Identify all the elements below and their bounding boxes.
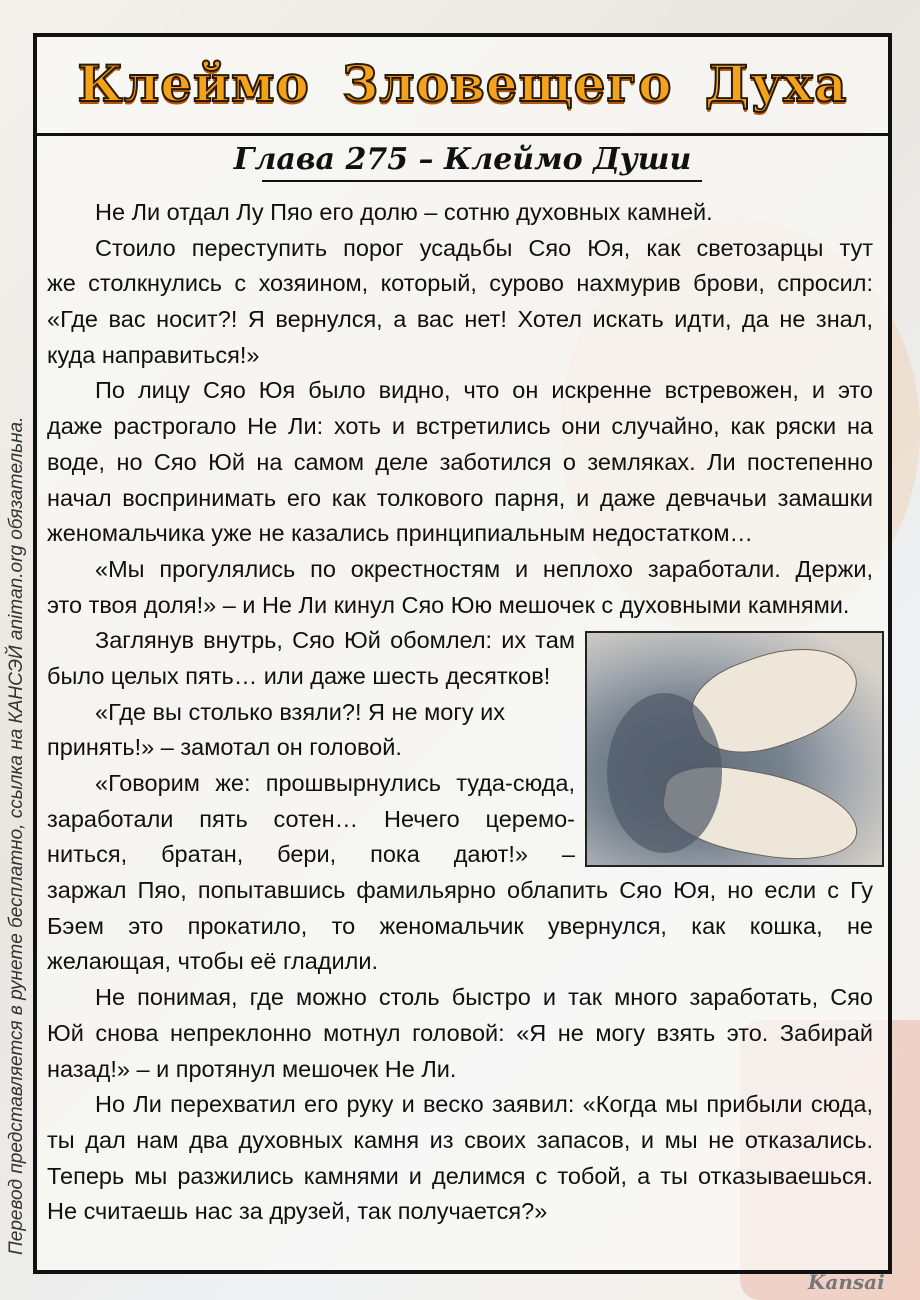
text-line: Бэем это прокатило, то женомальчик увернулся, как кошка, не (47, 912, 873, 939)
text-line: «Где вас носит?! Я вернулся, а вас нет! Хотел искать идти, да не знал, (47, 306, 873, 333)
divider (262, 180, 702, 182)
text-line: заработали пять сотен… Нечего церемо- (47, 805, 575, 832)
text-line: же столкнулись с хозяином, который, сурово нахмурив брови, спросил: (47, 270, 873, 297)
text-line: «Говорим же: прошвырнулись туда-сюда, (95, 770, 575, 796)
chapter-heading: Глава 275 – Клеймо Души (233, 142, 692, 177)
text-line: Теперь мы разжились камнями и делимся с тобой, а ты отказываешься. (47, 1162, 873, 1189)
text-line: Не считаешь нас за друзей, так получается?» (47, 1198, 548, 1225)
divider (37, 133, 888, 136)
text-line: заржал Пяо, попытавшись фамильярно облапить Сяо Юя, но если с Гу (47, 877, 873, 904)
text-line: Но Ли перехватил его руку и веско заявил: «Когда мы прибыли сюда, (95, 1091, 873, 1118)
pouch-shape (607, 693, 722, 853)
text-line: начал воспринимать его как толкового парня, и даже девчачьи замашки (47, 484, 873, 511)
text-line: было целых пять… или даже шесть десятков! (47, 662, 551, 689)
text-line: куда направиться!» (47, 341, 260, 368)
text-line: даже растрогало Не Ли: хоть и встретились они случайно, как ряски на (47, 413, 873, 440)
text-line: Заглянув внутрь, Сяо Юй обомлел: их там (95, 627, 575, 654)
text-line: это твоя доля!» – и Не Ли кинул Сяо Юю мешочек с духовными камнями. (47, 591, 850, 618)
manga-title: Клеймо Зловещего Духа (77, 54, 848, 113)
illustration (585, 631, 884, 867)
page-frame (33, 33, 892, 1274)
text-line: воде, но Сяо Юй на самом деле заботился о земляках. Ли постепенно (47, 448, 873, 475)
text-line: «Мы прогулялись по окрестностям и неплохо заработали. Держи, (95, 555, 873, 582)
text-line: ниться, братан, бери, пока дают!» – (47, 841, 575, 868)
text-line: Юй снова непреклонно мотнул головой: «Я не могу взять это. Забирай (47, 1019, 873, 1046)
text-line: По лицу Сяо Юя было видно, что он искренне встревожен, и это (95, 377, 873, 404)
translation-notice: Перевод представляется в рунете бесплатно, ссылка на КАНСЭЙ animan.org обязательна. (6, 416, 27, 1255)
text-line: Стоило переступить порог усадьбы Сяо Юя, как светозарцы тут (95, 234, 873, 261)
text-line: женомальчика уже не казались принципиальным недостатком… (47, 520, 753, 547)
text-line: Не понимая, где можно столь быстро и так много заработать, Сяо (95, 984, 873, 1011)
kansai-logo: Kansai (808, 1270, 885, 1294)
text-line: «Где вы столько взяли?! Я не могу их (95, 698, 506, 725)
text-line: желающая, чтобы её гладили. (47, 948, 379, 975)
text-line: ты дал нам два духовных камня из своих запасов, и мы не отказались. (47, 1126, 873, 1153)
text-line: принять!» – замотал он головой. (47, 734, 402, 761)
text-line: Не Ли отдал Лу Пяо его долю – сотню духовных камней. (95, 199, 713, 225)
text-line: назад!» – и протянул мешочек Не Ли. (47, 1055, 457, 1082)
